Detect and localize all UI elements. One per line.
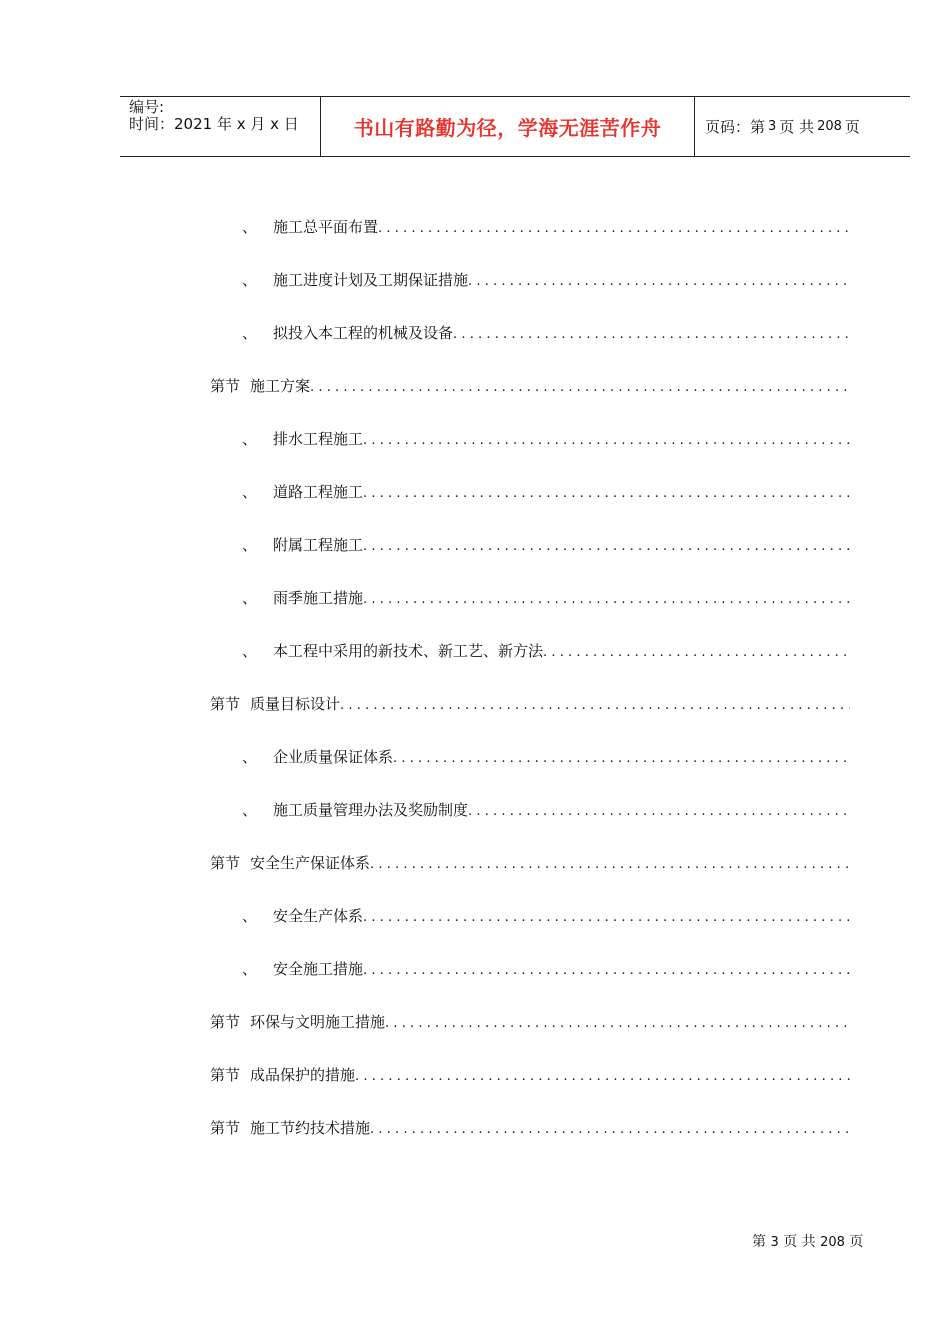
toc-dot-leader [363,430,850,448]
toc-dot-leader [393,748,850,766]
toc-entry-prefix: 第节 [210,695,241,713]
toc-entry-prefix: 、 [242,218,258,236]
toc-entry[interactable] [210,200,850,253]
toc-dot-leader [363,960,850,978]
toc-entry[interactable] [210,995,850,1048]
toc-entry-prefix: 、 [242,748,258,766]
toc-entry-title: 本工程中采用的新技术、新工艺、新方法 [273,642,544,660]
serial-label: 编号: [129,98,165,116]
toc-entry-title: 企业质量保证体系 [273,748,394,766]
footer-current: 3 [770,1235,779,1250]
toc-entry-prefix: 、 [242,907,258,925]
page-code-suffix: 页 [844,118,860,136]
toc-entry-prefix: 、 [242,271,258,289]
page-header [120,96,910,157]
toc-entry-title: 施工节约技术措施 [250,1119,371,1137]
toc-entry-title: 施工进度计划及工期保证措施 [273,271,469,289]
toc-entry-prefix: 、 [242,324,258,342]
toc-entry[interactable] [210,942,850,995]
toc-entry[interactable] [210,571,850,624]
toc-entry[interactable] [210,359,850,412]
toc-entry-title: 排水工程施工 [273,430,364,448]
toc-entry-prefix: 第节 [210,1013,241,1031]
page-code-current: 3 [768,119,777,134]
toc-dot-leader [468,271,850,289]
toc-dot-leader [363,483,850,501]
toc-entry-title: 道路工程施工 [273,483,364,501]
toc-dot-leader [370,1119,850,1137]
toc-dot-leader [468,801,850,819]
toc-entry-title: 施工方案 [250,377,311,395]
toc-entry[interactable] [210,306,850,359]
footer-total: 208 [820,1235,845,1250]
footer-prefix: 第 [752,1234,766,1250]
toc-entry[interactable] [210,465,850,518]
motto-cell [321,97,695,156]
toc-entry-prefix: 第节 [210,1119,241,1137]
toc-entry-prefix: 、 [242,430,258,448]
table-of-contents [210,200,850,1154]
toc-entry[interactable] [210,1101,850,1154]
toc-dot-leader [355,1066,850,1084]
toc-entry[interactable] [210,518,850,571]
page-footer [752,1231,863,1251]
header-motto: 书山有路勤为径，学海无涯苦作舟 [353,116,662,140]
toc-entry[interactable] [210,624,850,677]
header-meta-cell [120,97,321,156]
toc-dot-leader [370,854,850,872]
toc-dot-leader [310,377,850,395]
toc-entry-title: 雨季施工措施 [273,589,364,607]
page-code-prefix: 页码：第 [705,118,766,136]
footer-middle: 页 共 [783,1234,816,1250]
toc-entry-title: 安全生产体系 [273,907,364,925]
toc-entry-prefix: 、 [242,536,258,554]
toc-dot-leader [453,324,850,342]
toc-entry-title: 安全生产保证体系 [250,854,371,872]
toc-entry-title: 附属工程施工 [273,536,364,554]
time-label: 时间：2021 年 x 月 x 日 [129,115,299,133]
toc-dot-leader [543,642,850,660]
footer-suffix: 页 [849,1234,864,1250]
toc-dot-leader [378,218,850,236]
toc-dot-leader [385,1013,850,1031]
toc-entry-prefix: 第节 [210,1066,241,1084]
toc-dot-leader [363,907,850,925]
toc-entry[interactable] [210,889,850,942]
toc-entry-title: 成品保护的措施 [250,1066,356,1084]
toc-entry-title: 施工质量管理办法及奖励制度 [273,801,469,819]
toc-entry-prefix: 、 [242,642,258,660]
toc-entry-prefix: 、 [242,960,258,978]
page-code-cell [695,97,910,156]
toc-entry-title: 施工总平面布置 [273,218,379,236]
toc-entry[interactable] [210,412,850,465]
toc-dot-leader [340,695,850,713]
toc-entry-prefix: 、 [242,589,258,607]
toc-dot-leader [363,536,850,554]
toc-entry-title: 拟投入本工程的机械及设备 [273,324,454,342]
page-code-middle: 页 共 [779,118,815,136]
toc-entry[interactable] [210,730,850,783]
toc-entry-title: 质量目标设计 [250,695,341,713]
toc-entry-prefix: 第节 [210,854,241,872]
page-code-total: 208 [817,119,842,134]
toc-entry[interactable] [210,783,850,836]
toc-dot-leader [363,589,850,607]
toc-entry-prefix: 第节 [210,377,241,395]
toc-entry-title: 环保与文明施工措施 [250,1013,386,1031]
toc-entry-prefix: 、 [242,801,258,819]
toc-entry-prefix: 、 [242,483,258,501]
toc-entry[interactable] [210,253,850,306]
toc-entry[interactable] [210,1048,850,1101]
toc-entry-title: 安全施工措施 [273,960,364,978]
toc-entry[interactable] [210,836,850,889]
toc-entry[interactable] [210,677,850,730]
